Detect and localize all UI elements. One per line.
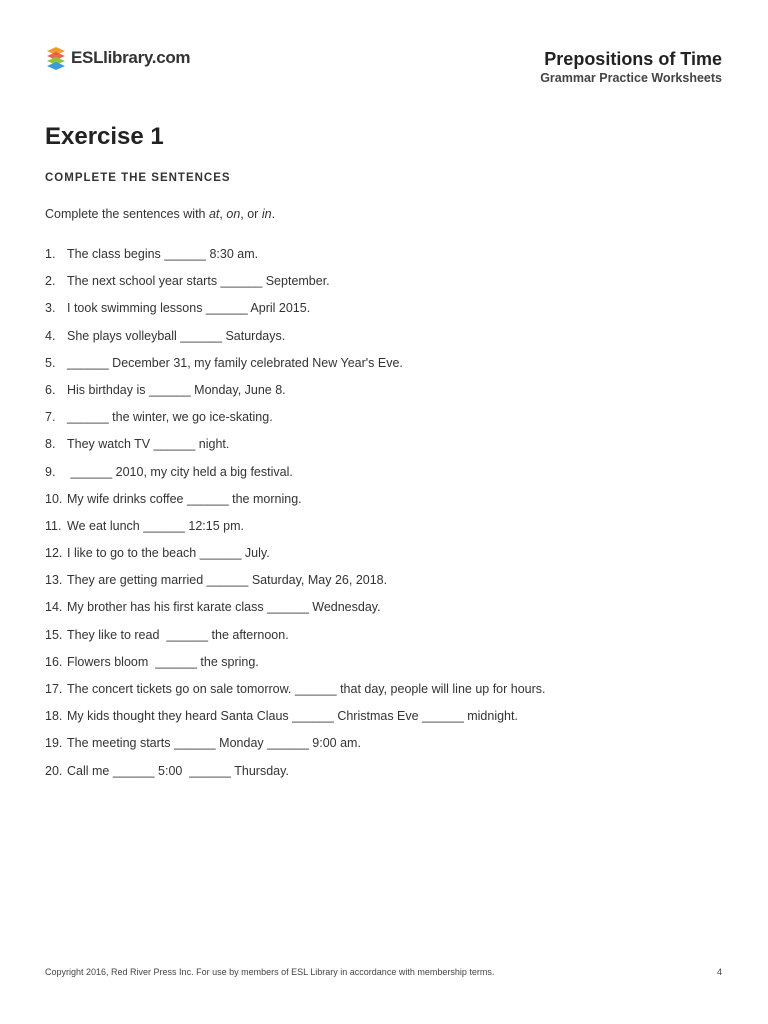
question-text: She plays volleyball ______ Saturdays.	[67, 328, 286, 343]
question-text: The meeting starts ______ Monday ______ 9:00 am.	[67, 736, 361, 751]
question-number: 1.	[45, 247, 56, 261]
question-number: 13.	[45, 573, 63, 588]
logo-text: ESLlibrary.com	[71, 48, 191, 67]
question-item	[45, 594, 546, 621]
question-item	[45, 431, 546, 458]
question-number: 4.	[45, 328, 56, 343]
question-item	[45, 649, 546, 676]
question-text: I like to go to the beach ______ July.	[67, 546, 270, 561]
document-header	[540, 48, 722, 86]
question-number: 6.	[45, 382, 56, 397]
question-number: 15.	[45, 627, 63, 642]
question-text: They like to read ______ the afternoon.	[67, 627, 289, 642]
copyright-notice: Copyright 2016, Red River Press Inc. For use by members of ESL Library in accordance with membership terms.	[45, 967, 495, 977]
question-item	[45, 676, 546, 703]
question-number: 8.	[45, 437, 56, 452]
question-item	[45, 513, 546, 540]
question-item	[45, 241, 546, 268]
question-list	[45, 241, 546, 785]
question-number: 16.	[45, 654, 63, 669]
book-stack-icon	[45, 45, 67, 71]
question-text: ______ 2010, my city held a big festival.	[67, 464, 293, 479]
question-text: Flowers bloom ______ the spring.	[67, 654, 259, 669]
document-title: Prepositions of Time	[544, 49, 722, 69]
document-subtitle: Grammar Practice Worksheets	[540, 71, 722, 85]
question-number: 20.	[45, 763, 63, 778]
question-text: The class begins ______ 8:30 am.	[67, 247, 259, 261]
question-text: My brother has his first karate class ______ Wednesday.	[67, 600, 381, 615]
esl-library-logo	[45, 45, 190, 71]
question-item	[45, 758, 546, 785]
question-item	[45, 703, 546, 730]
question-item	[45, 459, 546, 486]
question-text: My kids thought they heard Santa Claus ______ Christmas Eve ______ midnight.	[67, 709, 518, 724]
question-item	[45, 323, 546, 350]
question-item	[45, 622, 546, 649]
question-text: The concert tickets go on sale tomorrow. ______ that day, people will line up for hours.	[67, 682, 546, 696]
question-text: The next school year starts ______ September.	[67, 274, 330, 289]
question-text: ______ the winter, we go ice-skating.	[67, 410, 273, 425]
question-text: We eat lunch ______ 12:15 pm.	[67, 518, 244, 533]
question-text: I took swimming lessons ______ April 2015.	[67, 301, 311, 316]
question-text: His birthday is ______ Monday, June 8.	[67, 382, 286, 397]
question-number: 19.	[45, 736, 63, 751]
question-number: 7.	[45, 410, 56, 425]
question-item	[45, 567, 546, 594]
exercise-title: Exercise 1	[45, 123, 164, 150]
question-text: ______ December 31, my family celebrated New Year's Eve.	[67, 355, 403, 370]
question-item	[45, 486, 546, 513]
question-number: 18.	[45, 709, 63, 724]
question-item	[45, 730, 546, 757]
question-number: 11.	[45, 518, 62, 533]
page-number: 4	[716, 967, 722, 977]
question-number: 2.	[45, 274, 56, 289]
section-heading: COMPLETE THE SENTENCES	[45, 172, 231, 184]
question-item	[45, 268, 546, 295]
instructions: Complete the sentences with at, on, or in.	[45, 207, 276, 221]
question-text: My wife drinks coffee ______ the morning.	[67, 491, 302, 506]
question-item	[45, 377, 546, 404]
question-item	[45, 350, 546, 377]
question-number: 3.	[45, 301, 56, 316]
question-text: Call me ______ 5:00 ______ Thursday.	[67, 763, 289, 778]
question-number: 5.	[45, 355, 56, 370]
question-number: 10.	[45, 491, 63, 506]
question-number: 9.	[45, 464, 56, 479]
question-text: They are getting married ______ Saturday, May 26, 2018.	[67, 573, 388, 588]
question-number: 14.	[45, 600, 63, 615]
question-item	[45, 295, 546, 322]
question-text: They watch TV ______ night.	[67, 437, 230, 452]
question-item	[45, 404, 546, 431]
question-number: 12.	[45, 546, 63, 561]
question-item	[45, 540, 546, 567]
question-number: 17.	[45, 682, 63, 696]
